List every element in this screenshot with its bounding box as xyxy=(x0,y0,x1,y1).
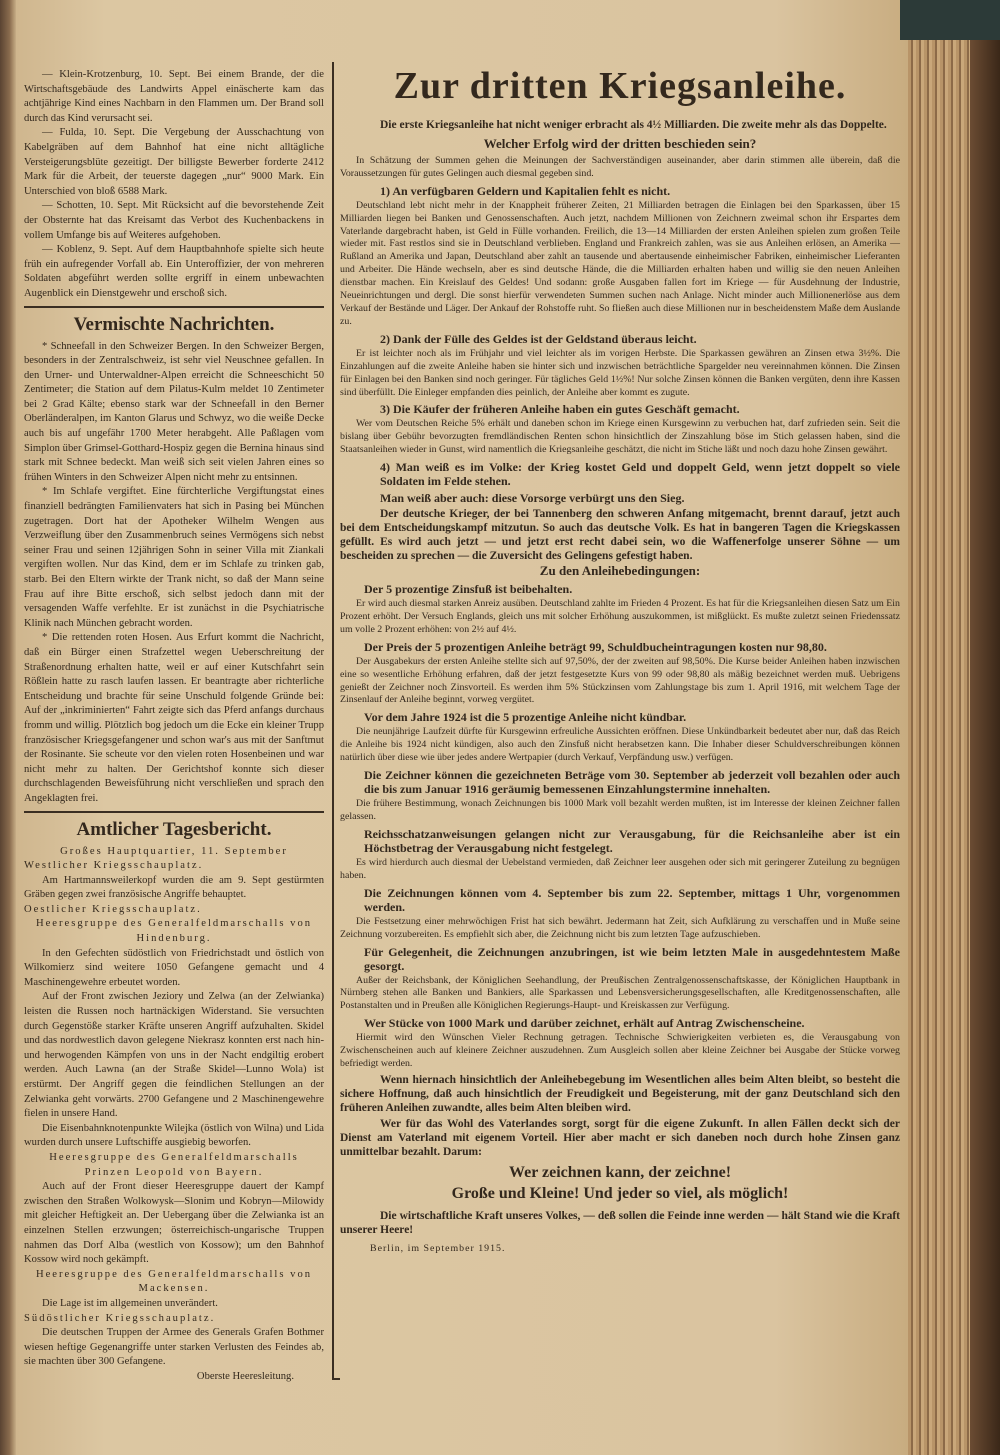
subheading: Heeresgruppe des Generalfeldmarschalls von Hindenburg. xyxy=(35,918,313,945)
bold-paragraph: Wer für das Wohl des Vaterlandes sorgt, sorgt für die eigene Zukunft. In allen Fällen deckt sich der Dienst am Vaterland mit eigenem Vorteil. Hier aber macht er sich daneben noch durch hohe Zinsen ganz unmittelbar bezahlt. Darum: xyxy=(340,1117,900,1158)
article-kriegsanleihe xyxy=(340,65,900,1256)
paragraph: In Schätzung der Summen gehen die Meinungen der Sachverständigen auseinander, aber darin stimmen alle überein, daß die Voraussetzungen für gutes Gelingen auch diesmal gegeben sind. xyxy=(340,154,900,179)
paragraph: Die neunjährige Laufzeit dürfte für Kursgewinn erfreuliche Aussichten eröffnen. Diese Unkündbarkeit bedeutet aber nur, daß das Reich die Anleihe bis 1924 nicht kündigen, also auch den Zinsfuß nicht herabsetzen kann. Die Inhaber dieser Schuldverschreibungen können natürlich über diese wie über jedes andere Wertpapier (durch Verkauf, Verpfändung usw.) verfügen. xyxy=(340,726,900,764)
theater-heading: Westlicher Kriegsschauplatz. xyxy=(24,860,204,872)
paragraph: Deutschland lebt nicht mehr in der Knappheit früherer Zeiten, 21 Milliarden betragen die Einlagen bei den Sparkassen, über 15 Milliarden liegen bei Banken und Genossenschaften. Auch jetzt, nachdem Millionen von Zeichnern zweimal schon ihr Erspartes dem Vaterlande dargebracht haben, ist Geld in Fülle vorhanden. Freilich, die 13—14 Milliarden der ersten Anleihen spielen zum großen Teile wieder mit. Fast restlos sind sie in Deutschland verblieben. England und Frankreich zahlen, was sie aus Anleihen erlösen, an Amerika — Rußland an Amerika und Japan, Deutschland aber zahlt an tausende und abertausende einheimischer Fabriken, einheimischer Lieferanten und Arbeiter. Die Hände wechseln, aber es sind deutsche Hände, die die Milliarden erhalten haben und willig sie den neuen Anleihen dienstbar machen. Ein Kreislauf des Geldes! Und sodann: große Ausgaben fallen fort im Kriege — für Ausdehnung der Industrie, Neueinrichtungen und dergl. Die sonst hierfür verwendeten Summen suchen nach Anlage. Nicht minder auch Millionenerlöse aus dem Verkauf der Bestände und Läger. Der Ankauf der Rohstoffe ruht. So fließen auch diese Millionen nur in bescheidenstem Maße dem Auslande zu. xyxy=(340,199,900,327)
scan-left-edge xyxy=(0,0,16,1455)
subheading: Heeresgruppe des Generalfeldmarschalls von Mackensen. xyxy=(35,1268,313,1295)
section-heading: Amtlicher Tagesbericht. xyxy=(76,818,272,840)
paragraph: Auch auf der Front dieser Heeresgruppe dauert der Kampf zwischen den Straßen Wolkowysk—Slonim und Kobryn—Milowidy mit gleicher Heftigkeit an. Der Uebergang über die Zelwianka ist an einzelnen Stellen erzwungen; österreichisch-ungarische Truppen nahmen das Dorf Alba (westlich von Kossow); um den Bahnhof Kossow wird noch gekämpft. xyxy=(24,1181,324,1266)
bold-paragraph: Wenn hiernach hinsichtlich der Anleihebegebung im Wesentlichen alles beim Alten bleibt, so besteht die sichere Hoffnung, daß auch hinsichtlich der Freudigkeit und Begeisterung, mit der ganz Deutschland sich den früheren Anleihen zuwandte, alles beim Alten bleiben wird. xyxy=(340,1073,900,1114)
paragraph: Die Festsetzung einer mehrwöchigen Frist hat sich bewährt. Jedermann hat Zeit, sich Aufklärung zu verschaffen und in Muße seine Zeichnung vorzubereiten. Es empfiehlt sich aber, die Zeichnung nicht bis zum letzten Tage aufzuschieben. xyxy=(340,915,900,940)
column-divider xyxy=(332,62,334,1380)
left-column-news xyxy=(24,68,324,1384)
paragraph: Wer vom Deutschen Reiche 5% erhält und daneben schon im Kriege einen Kursgewinn zu verbuchen hat, darf zufrieden sein. Seit die bislang über Gebühr bevorzugten fremdländischen Renten schon hinsichtlich der Zinszahlung böse im Stich gelassen haben, sind die Staatsanleihen wieder in Gunst, wird namentlich die Kriegsanleihe geschätzt, die nicht im Stiche läßt und noch dazu hohe Zinsen gewährt. xyxy=(340,418,900,456)
paragraph: Er ist leichter noch als im Frühjahr und viel leichter als im vorigen Herbste. Die Sparkassen gewähren an Zinsen etwa 3½%. Die Einzahlungen auf die zweite Anleihe haben sie hinter sich und inzwischen beträchtliche Spargelder neu vereinnahmen können. Die Zinsen für Einlagen bei den Banken sind noch geringer. Für tägliches Geld 1½%! Nur solche Zinsen können die Banken vergüten, denn ihre Kassen sind überfüllt. Die Einleger empfanden dies peinlich, der Anleihe aber kommt es zugute. xyxy=(340,347,900,398)
numbered-heading: 1) An verfügbaren Geldern und Kapitalien fehlt es nicht. xyxy=(380,183,671,198)
paragraph: Er wird auch diesmal starken Anreiz ausüben. Deutschland zahlte im Frieden 4 Prozent. Es hat für die Kriegsanleihen diesen Satz um Ein Prozent erhöht. Der Versuch Englands, gleich uns mit solcher Erhöhung auszukommen, ist mißglückt. Es mußte zuletzt seinen Friedenssatz um volle 2 Prozent erhöhen: von 2½ auf 4½. xyxy=(340,598,900,635)
paragraph: * Im Schlafe vergiftet. Eine fürchterliche Vergiftungstat eines finanziell bedrängten Familienvaters hat sich in Pasing bei München zugetragen. Dort hat der Apotheker Wilhelm Wengen aus Verzweiflung über den Zusammenbruch seines Vermögens sich nebst seiner Frau und seinen 12jährigen Sohn in seiner Villa mit Ziankali vergiften wollen. Nur das Kind, dem er im Schlafe zu trinken gab, starb. Bei den Eltern wirkte der Trank nicht, so daß der Mann seine Frau auf ihre Bitte erschoß, sich selbst jedoch dann mit der versagenden Waffe verfehlte. Er ist zunächst in die Psychiatrische Klinik nach München gebracht worden. xyxy=(24,486,324,629)
numbered-heading: 3) Die Käufer der früheren Anleihe haben ein gutes Geschäft gemacht. xyxy=(380,402,740,417)
scan-corner-shadow xyxy=(900,0,1000,40)
paragraph: Die deutschen Truppen der Armee des Generals Grafen Bothmer wiesen heftige Gegenangriffe unter starken Verlusten des Feindes ab, sie machten über 300 Gefangene. xyxy=(24,1327,324,1368)
book-binding-edge xyxy=(908,0,1000,1455)
bold-paragraph: Der deutsche Krieger, der bei Tannenberg den schweren Anfang mitgemacht, brennt darauf, jetzt auch bei dem Entscheidungskampf mitzutun. So auch das deutsche Volk. Es hat in bangeren Tagen die Kriegskassen gefüllt. Es wird auch jetzt — und jetzt erst recht dabei sein, wo die Waffenerfolge unserer Söhne — um bescheiden zu sprechen — die Zuversicht des Gelingens gefestigt haben. xyxy=(340,508,900,563)
headline: Zur dritten Kriegsanleihe. xyxy=(393,65,847,107)
subheadline: Zu den Anleihebedingungen: xyxy=(539,563,701,579)
paragraph: * Die rettenden roten Hosen. Aus Erfurt kommt die Nachricht, daß ein Bürger einen Strafzettel wegen Ueberschreitung der Straßenordnung erhalten hatte, weil er auf einer Kutschfahrt sein Rößlein hatte zu rasch laufen lassen. Er beantragte aber richterliche Entscheidung und brachte für seine Unschuld folgende Gründe bei: Auf der „inkriminierten“ Fahrt zeigte sich das Pferd anfangs durchaus fromm und willig. Plötzlich bog jedoch um die Ecke ein kleiner Trupp französischer Kriegsgefangener und schon war's aus mit der Sanftmut der Rosinante. Sie scheute vor den vielen roten Hosenbeinen und war nicht mehr zu halten. Der Gerichtshof konnte sich dieser durchschlagenden Beweisführung nicht verschließen und sprach den Angeklagten frei. xyxy=(24,632,324,804)
paragraph: Außer der Reichsbank, der Königlichen Seehandlung, der Preußischen Zentralgenossenschaftskasse, der Königlichen Hauptbank in Nürnberg stehen alle Banken und Bankiers, alle Sparkassen und Lebensversicherungsgesellschaften, alle Kreditgenossenschaften, alle Postanstalten und in Preußen alle Königlichen Regierungs-Haupt- und Kreiskassen zur Verfügung. xyxy=(340,974,900,1012)
paragraph: Der Ausgabekurs der ersten Anleihe stellte sich auf 97,50%, der der zweiten auf 98,50%. Die Kurse beider Anleihen haben inzwischen eine so wesentliche Erhöhung erfahren, daß der jetzt festgesetzte Kurs von 99 oder 98,80 als mäßig bezeichnet werden muß. Uebrigens genießt der Zeichner noch Zinsvorteil. Es werden ihm 5% Stückzinsen vom Zahlungstage bis zum 1. April 1916, mit welchem Tage der Zinsenlauf der Anleihe beginnt, vorweg vergütet. xyxy=(340,655,900,706)
bold-paragraph: Die wirtschaftliche Kraft unseres Volkes, — deß sollen die Feinde inne werden — hält Stand wie die Kraft unserer Heere! xyxy=(340,1209,900,1236)
subheading: Heeresgruppe des Generalfeldmarschalls Prinzen Leopold von Bayern. xyxy=(49,1151,299,1178)
paragraph: Auf der Front zwischen Jeziory und Zelwa (an der Zelwianka) leisten die Russen noch hartnäckigen Widerstand. Sie versuchten durch Gegenstöße starker Kräfte unseren Angriff aufzuhalten. Skidel und das nordwestlich davon gelegene Niekrasz konnten erst nach hin- und herwogenden Kämpfen von uns in der Nacht endgiltig erobert werden. Auch Lawna (an der Straße Skidel—Lunno Wola) ist erstürmt. Der Angriff gegen die feindlichen Stellungen an der Zelwianka geht vorwärts. 2700 Gefangene und 2 Maschinengewehre fielen in unsere Hand. xyxy=(24,991,324,1120)
section-heading: Vermischte Nachrichten. xyxy=(73,313,275,335)
paragraph: — Schotten, 10. Sept. Mit Rücksicht auf die bevorstehende Zeit der Obsternte hat das Kreisamt das Verbot des Kuchenbackens in vollem Umfange bis auf Weiteres aufgehoben. xyxy=(24,200,324,241)
lead-paragraph: Die erste Kriegsanleihe hat nicht weniger erbracht als 4½ Milliarden. Die zweite mehr als das Doppelte. xyxy=(380,119,887,131)
paragraph: In den Gefechten südöstlich von Friedrichstadt und östlich von Wilkomierz sind weitere 1050 Gefangene gemacht und 4 Maschinengewehre erbeutet worden. xyxy=(24,947,324,988)
dateline: Berlin, im September 1915. xyxy=(370,1242,506,1254)
paragraph: * Schneefall in den Schweizer Bergen. In den Schweizer Bergen, besonders in der Zentralschweiz, ist sehr viel Neuschnee gefallen. In den Urner- und Unterwaldner-Alpen erreicht die Schneeschicht 50 Zentimeter; die Station auf dem Pilatus-Kulm meldet 10 Zentimeter bei 2 Grad Kälte; ebenso stark war der Schneefall in den Berner Oberländeralpen, im Kanton Glarus und Schwyz, wo die weiße Decke auch bis auf ungefähr 1700 Meter herabgeht. Alle Paßlagen vom Simplon über Grimsel-Gotthard-Hospiz gegen die Bernina hinaus sind stark mit Schnee bedeckt. Man weiß sich seit vielen Jahren eines so frühen Winters in den Schweizer Alpen nicht mehr zu entsinnen. xyxy=(24,340,324,483)
paragraph: — Klein-Krotzenburg, 10. Sept. Bei einem Brande, der die Wirtschaftsgebäude des Landwirts Appel einäscherte kam das achtjährige Kind eines Nachbarn in den Flammen um. Der Brand soll durch das Kind verursacht sei. xyxy=(24,69,324,124)
paragraph: — Koblenz, 9. Sept. Auf dem Hauptbahnhofe spielte sich heute früh ein aufregender Vorfall ab. Ein Unteroffizier, der von mehreren Soldaten abgeführt werden sollte ergriff in einem unbewachten Augenblick ein Dienstgewehr und erschoß sich. xyxy=(24,244,324,299)
condition-heading: Der 5 prozentige Zinsfuß ist beibehalten. xyxy=(364,582,573,597)
condition-heading: Die Zeichnungen können vom 4. September bis zum 22. September, mittags 1 Uhr, vorgenommen werden. xyxy=(364,885,900,914)
paragraph: — Fulda, 10. Sept. Die Vergebung der Ausschachtung von Kabelgräben auf dem Bahnhof hat eine nicht alltägliche Versteigerungsblüte gezeitigt. Der billigste Bewerber forderte 2412 Mark für die Arbeit, der teuerste dagegen „nur“ 9000 Mark. Ein Unterschied von bloß 6588 Mark. xyxy=(24,127,324,197)
signature: Oberste Heeresleitung. xyxy=(196,1370,294,1382)
slogan: Wer zeichnen kann, der zeichne! xyxy=(508,1163,732,1181)
numbered-heading: Man weiß aber auch: diese Vorsorge verbürgt uns den Sieg. xyxy=(380,491,685,506)
condition-heading: Wer Stücke von 1000 Mark und darüber zeichnet, erhält auf Antrag Zwischenscheine. xyxy=(364,1016,805,1031)
condition-heading: Für Gelegenheit, die Zeichnungen anzubringen, ist wie beim letzten Male in ausgedehntestem Maße gesorgt. xyxy=(364,944,900,973)
condition-heading: Reichsschatzanweisungen gelangen nicht zur Verausgabung, für die Reichsanleihe aber ist ein Höchstbetrag der Verausgabung nicht festgelegt. xyxy=(364,826,900,855)
numbered-heading: 4) Man weiß es im Volke: der Krieg kostet Geld und doppelt Geld, wenn jetzt doppelt so viele Soldaten im Felde stehen. xyxy=(380,460,900,489)
condition-heading: Die Zeichner können die gezeichneten Beträge vom 30. September ab jederzeit voll bezahlen oder auch die bis zum Januar 1916 geräumig bemessenen Einzahlungstermine innehalten. xyxy=(364,768,900,797)
section-rule xyxy=(24,306,324,308)
subheadline: Welcher Erfolg wird der dritten beschieden sein? xyxy=(483,136,757,151)
paragraph: Am Hartmannsweilerkopf wurden die am 9. Sept gestürmten Gräben gegen zwei französische Angriffe behauptet. xyxy=(24,874,324,901)
paragraph: Es wird hierdurch auch diesmal der Uebelstand vermieden, daß Zeichner leer ausgehen oder sich mit geringerer Zuteilung zu begnügen haben. xyxy=(340,856,900,881)
paragraph: Die Eisenbahnknotenpunkte Wilejka (östlich von Wilna) und Lida wurden durch unsere Luftschiffe ausgiebig beworfen. xyxy=(24,1122,324,1149)
section-rule xyxy=(24,811,324,813)
paragraph: Hiermit wird den Wünschen Vieler Rechnung getragen. Technische Schwierigkeiten verbieten es, die Verausgabung von Zwischenscheinen auch auf kleinere Zeichner auszudehnen. Zum Ausgleich sollen aber kleine Zeichner bei Ausgabe der Stücke vorweg befriedigt werden. xyxy=(340,1032,900,1070)
condition-heading: Der Preis der 5 prozentigen Anleihe beträgt 99, Schuldbucheintragungen kosten nur 98,80. xyxy=(364,639,827,654)
theater-heading: Südöstlicher Kriegsschauplatz. xyxy=(24,1312,216,1324)
subheading: Großes Hauptquartier, 11. September xyxy=(60,845,288,857)
paragraph: Die Lage ist im allgemeinen unverändert. xyxy=(42,1297,218,1309)
condition-heading: Vor dem Jahre 1924 ist die 5 prozentige Anleihe nicht kündbar. xyxy=(364,710,687,725)
theater-heading: Oestlicher Kriegsschauplatz. xyxy=(24,903,202,915)
numbered-heading: 2) Dank der Fülle des Geldes ist der Geldstand überaus leicht. xyxy=(380,331,697,346)
slogan: Große und Kleine! Und jeder so viel, als möglich! xyxy=(451,1184,789,1202)
paragraph: Die frühere Bestimmung, wonach Zeichnungen bis 1000 Mark voll bezahlt werden mußten, ist im Interesse der kleinen Zeichner fallen gelassen. xyxy=(340,798,900,822)
column-divider-foot xyxy=(332,1378,340,1380)
